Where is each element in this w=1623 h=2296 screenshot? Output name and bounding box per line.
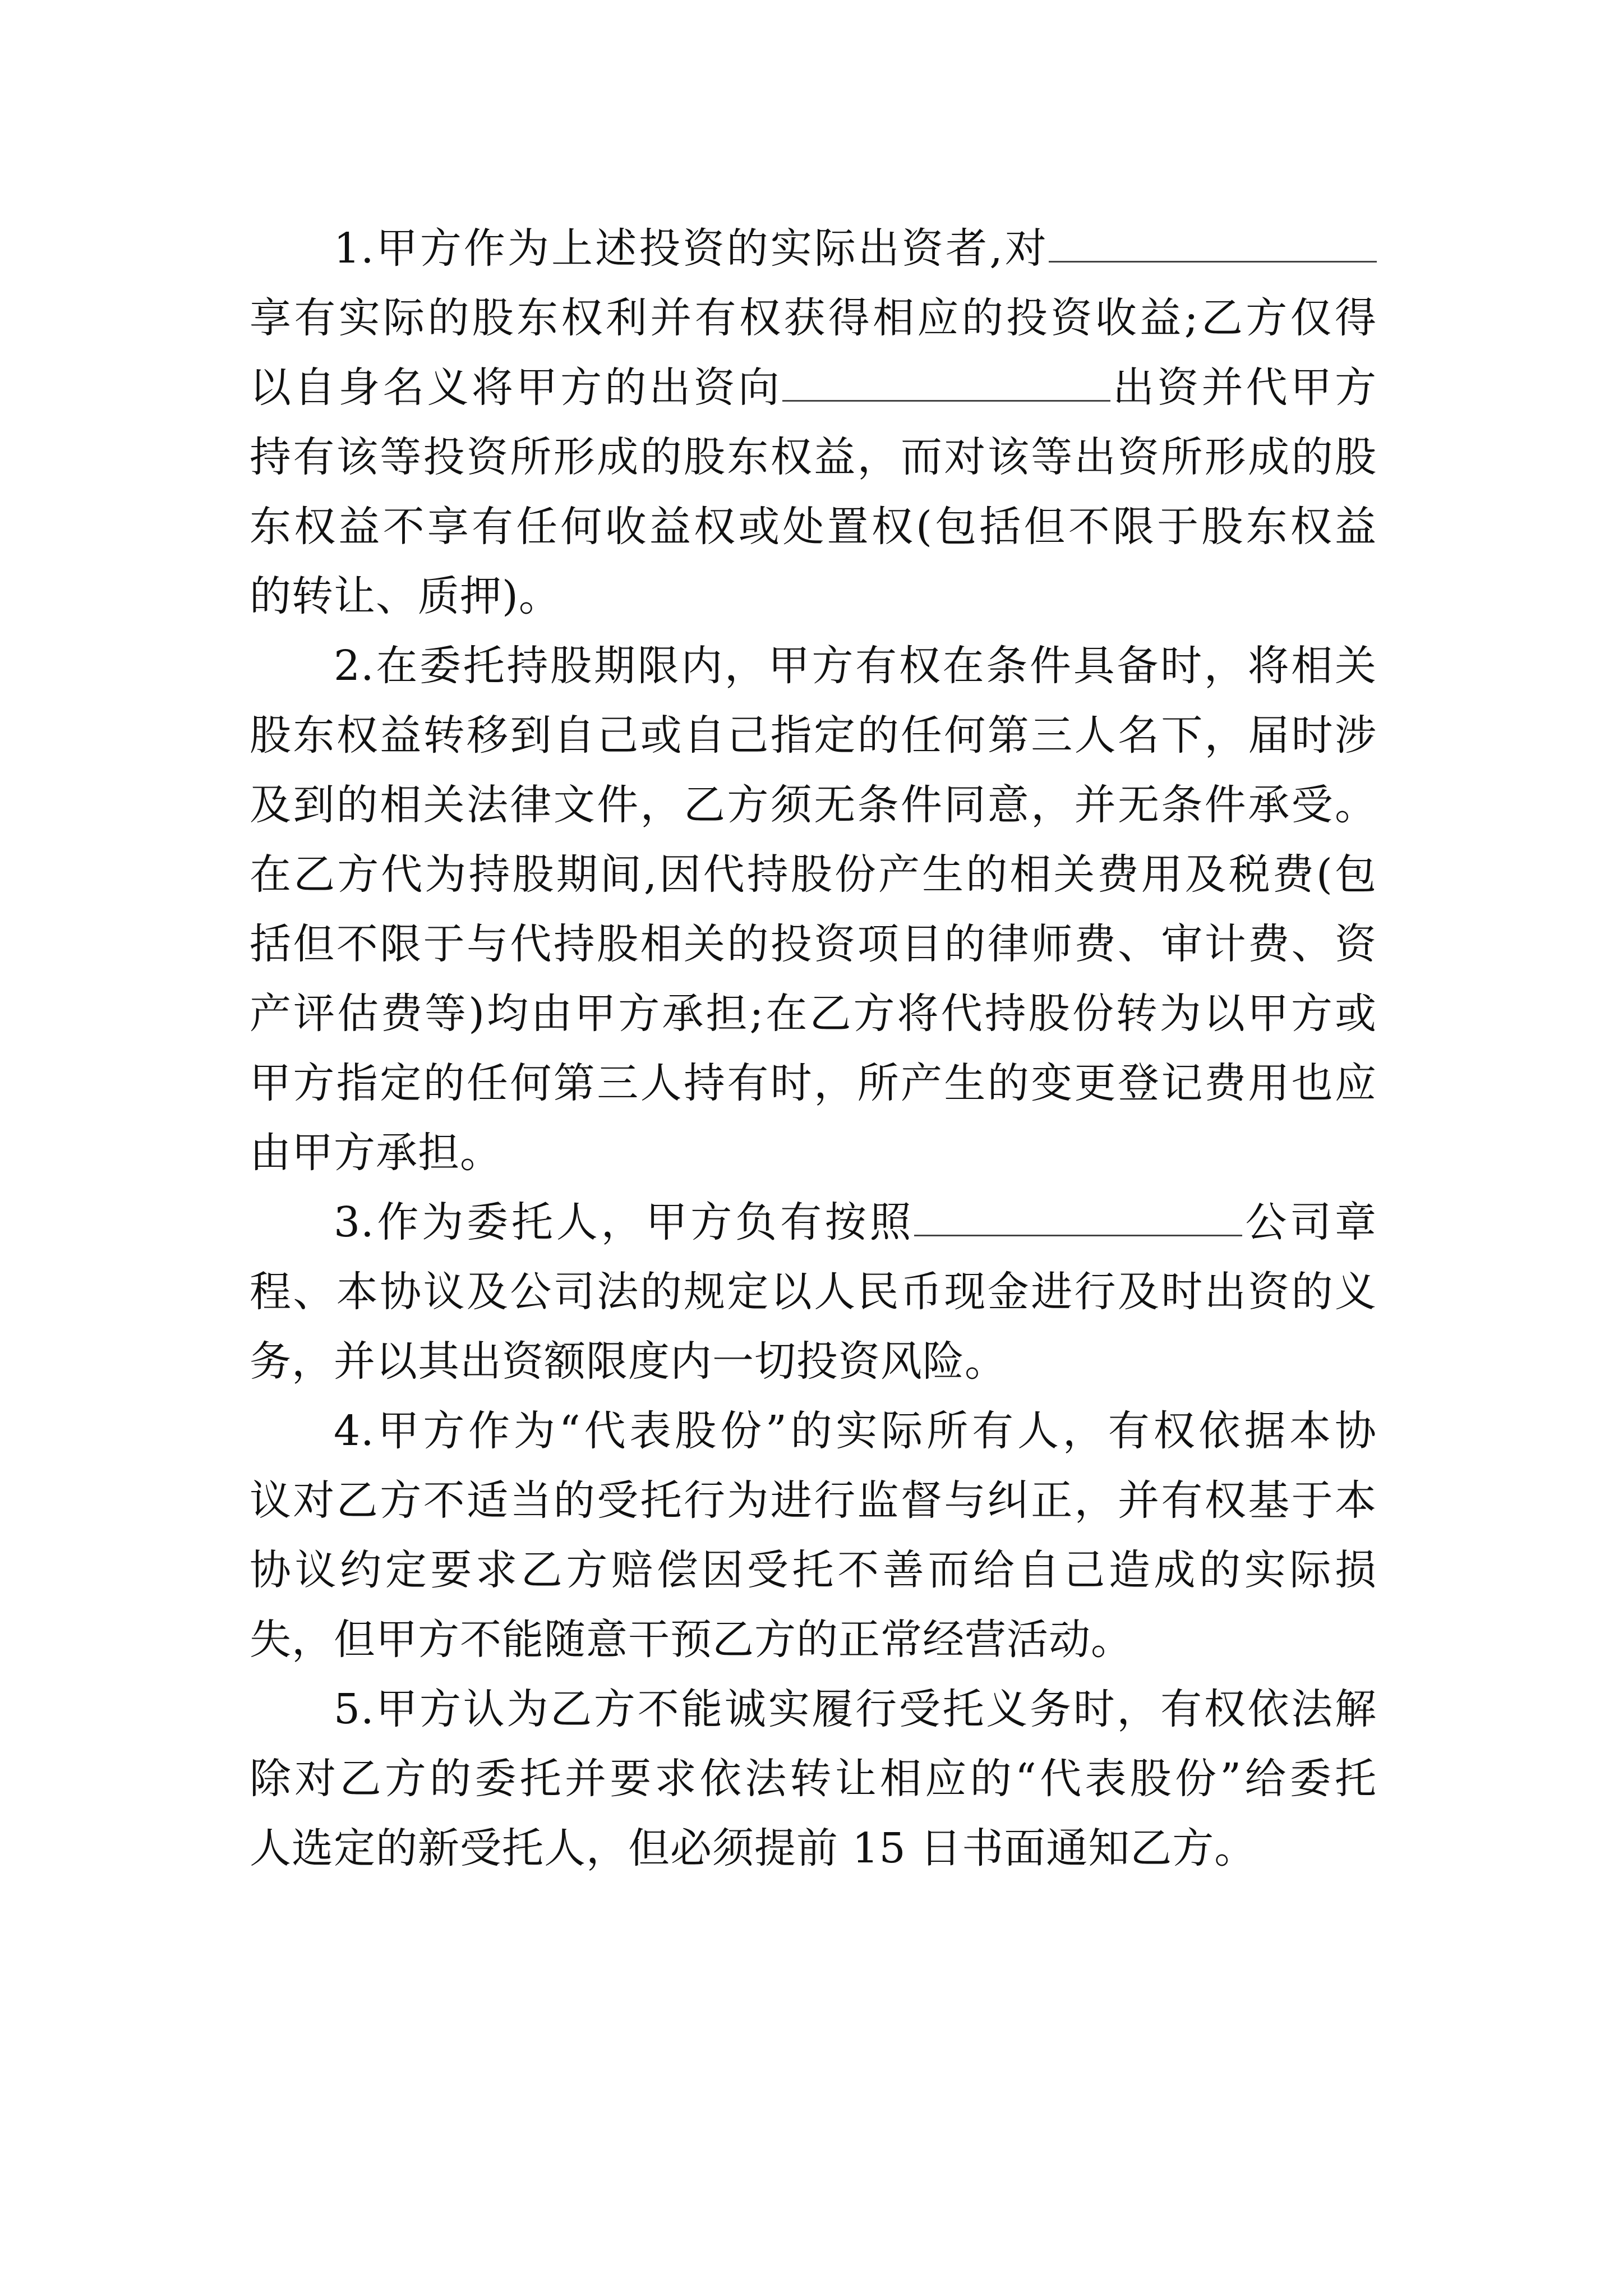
paragraph-1-line-3-text-b: 出资并代甲方 — [1110, 364, 1377, 412]
paragraph-1-line-1 — [334, 218, 1377, 279]
paragraph-1-line-2: 享有实际的股东权利并有权获得相应的投资收益;乙方仅得 — [250, 294, 1377, 342]
fill-in-blank[interactable] — [914, 1195, 1242, 1236]
paragraph-3-line-1-text-b: 公司章 — [1242, 1198, 1377, 1246]
paragraph-2-line-7: 甲方指定的任何第三人持有时，所产生的变更登记费用也应 — [250, 1059, 1377, 1107]
paragraph-3-line-3: 务，并以其出资额限度内一切投资风险。 — [250, 1337, 1007, 1386]
paragraph-2-line-4: 在乙方代为持股期间,因代持股份产生的相关费用及税费(包 — [250, 850, 1377, 899]
paragraph-1-line-1-text: 1.甲方作为上述投资的实际出资者,对 — [334, 224, 1049, 273]
paragraph-1-line-5: 东权益不享有任何收益权或处置权(包括但不限于股东权益 — [250, 503, 1377, 551]
paragraph-2-line-5: 括但不限于与代持股相关的投资项目的律师费、审计费、资 — [250, 920, 1377, 968]
paragraph-4-line-2: 议对乙方不适当的受托行为进行监督与纠正，并有权基于本 — [250, 1476, 1377, 1525]
paragraph-4-line-1: 4.甲方作为“代表股份”的实际所有人，有权依据本协 — [334, 1407, 1377, 1455]
fill-in-blank[interactable] — [782, 361, 1110, 402]
paragraph-2-line-6: 产评估费等)均由甲方承担;在乙方将代持股份转为以甲方或 — [250, 990, 1377, 1038]
paragraph-5-line-1: 5.甲方认为乙方不能诚实履行受托义务时，有权依法解 — [334, 1685, 1377, 1733]
paragraph-1-line-3 — [250, 357, 1377, 418]
paragraph-1-line-3-text-a: 以自身名义将甲方的出资向 — [250, 364, 782, 412]
paragraph-1-line-4: 持有该等投资所形成的股东权益，而对该等出资所形成的股 — [250, 433, 1377, 481]
paragraph-3-line-2: 程、本协议及公司法的规定以人民币现金进行及时出资的义 — [250, 1268, 1377, 1316]
paragraph-2-line-2: 股东权益转移到自己或自己指定的任何第三人名下，届时涉 — [250, 711, 1377, 760]
paragraph-5-line-2: 除对乙方的委托并要求依法转让相应的“代表股份”给委托 — [250, 1755, 1377, 1803]
paragraph-2-line-3: 及到的相关法律文件，乙方须无条件同意，并无条件承受。 — [250, 781, 1377, 829]
paragraph-4-line-3: 协议约定要求乙方赔偿因受托不善而给自己造成的实际损 — [250, 1546, 1377, 1594]
fill-in-blank[interactable] — [1049, 222, 1377, 263]
paragraph-4-line-4: 失，但甲方不能随意干预乙方的正常经营活动。 — [250, 1616, 1133, 1664]
paragraph-2-line-8: 由甲方承担。 — [250, 1129, 502, 1177]
paragraph-3-line-1-text-a: 3.作为委托人，甲方负有按照 — [334, 1198, 915, 1246]
paragraph-1-line-6: 的转让、质押)。 — [250, 572, 561, 620]
paragraph-3-line-1 — [334, 1191, 1377, 1253]
paragraph-2-line-1: 2.在委托持股期限内，甲方有权在条件具备时，将相关 — [334, 642, 1377, 690]
paragraph-5-line-3: 人选定的新受托人，但必须提前 15 日书面通知乙方。 — [250, 1824, 1257, 1872]
